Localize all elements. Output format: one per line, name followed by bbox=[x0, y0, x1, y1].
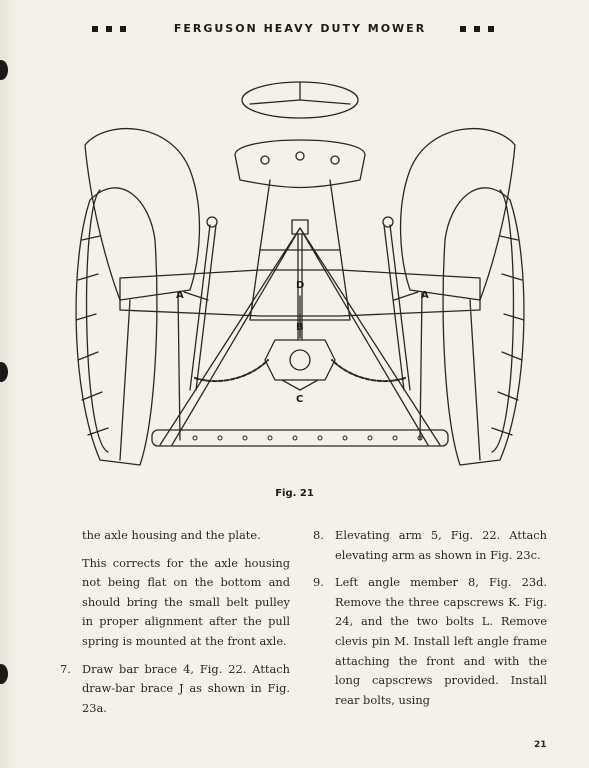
list-item-9-number: 9. bbox=[313, 575, 324, 590]
callout-b: B bbox=[296, 322, 304, 333]
list-item-7 bbox=[60, 660, 290, 719]
list-item-8-text: Elevating arm 5, Fig. 22. Attach elevating arm as shown in Fig. 23c. bbox=[335, 528, 547, 562]
callout-c: C bbox=[296, 394, 304, 405]
callout-d: D bbox=[296, 280, 305, 291]
header-ornament-right bbox=[460, 26, 494, 32]
list-item-9-text: Left angle member 8, Fig. 23d. Remove the three capscrews K. Fig. 24, and the two bolts L. Remove clevis pin M. Install left angle frame attaching the front and with the long capscrews provided. Install rear bolts, using bbox=[335, 575, 547, 707]
text-column-left bbox=[60, 526, 290, 726]
header-ornament-left bbox=[92, 26, 126, 32]
page-edge-shadow bbox=[0, 0, 18, 768]
callout-a-left: A bbox=[176, 290, 184, 301]
paragraph-correction-note: This corrects for the axle housing not being flat on the bottom and should bring the small belt pulley in proper alignment after the pull spring is mounted at the front axle. bbox=[82, 555, 290, 648]
running-header bbox=[0, 22, 589, 42]
text-column-right bbox=[313, 526, 547, 718]
running-header-title: FERGUSON HEAVY DUTY MOWER bbox=[173, 22, 427, 35]
list-item-8 bbox=[313, 526, 547, 565]
figure-21-illustration bbox=[60, 60, 540, 480]
callout-a-right: A bbox=[421, 290, 429, 301]
list-item-8-number: 8. bbox=[313, 528, 324, 542]
page-number: 21 bbox=[534, 740, 547, 750]
figure-caption: Fig. 21 bbox=[275, 488, 314, 499]
list-item-9 bbox=[313, 573, 547, 710]
list-item-7-number: 7. bbox=[60, 661, 71, 676]
paragraph-continuation: the axle housing and the plate. bbox=[82, 528, 261, 542]
tractor-line-drawing bbox=[60, 60, 540, 480]
list-item-7-text: Draw bar brace 4, Fig. 22. Attach draw-bar brace J as shown in Fig. 23a. bbox=[82, 661, 290, 715]
